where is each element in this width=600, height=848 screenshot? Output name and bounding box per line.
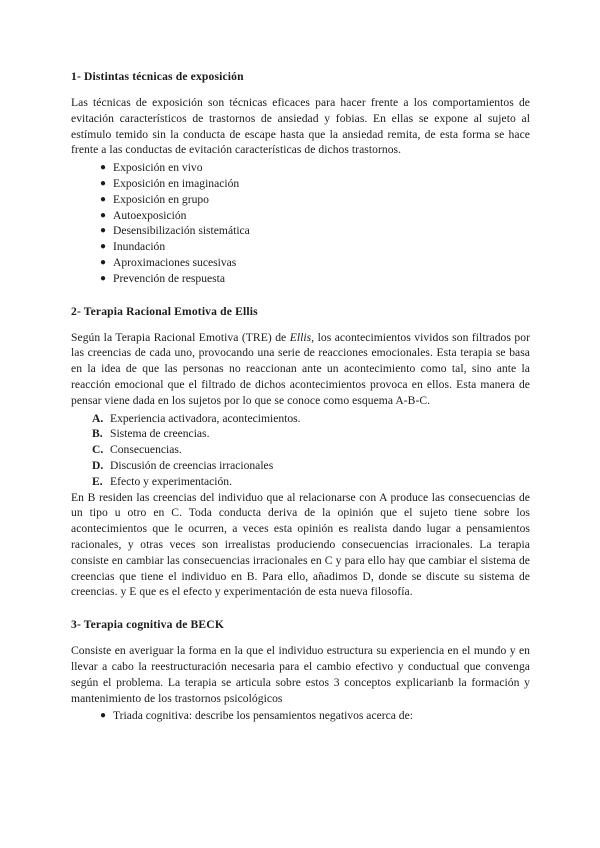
- bullet-icon: ●: [100, 209, 107, 221]
- list-item: [71, 223, 530, 239]
- section-2-paragraph-emphasis: Ellis: [289, 330, 312, 344]
- list-item: [71, 474, 530, 490]
- list-item-label: Prevención de respuesta: [113, 271, 226, 285]
- bullet-icon: ●: [100, 177, 107, 189]
- section-2-heading: 2- Terapia Racional Emotiva de Ellis: [71, 304, 258, 318]
- list-item-label: Exposición en grupo: [113, 192, 209, 206]
- list-item-label: Sistema de creencias.: [110, 427, 210, 441]
- section-3-bullet-list: [71, 708, 530, 724]
- list-item: [71, 192, 530, 208]
- bullet-icon: ●: [100, 272, 107, 284]
- bullet-icon: ●: [100, 256, 107, 268]
- section-2-closing-paragraph: En B residen las creencias del individuo que al relacionarse con A produce las consecuencias de un tipo u otro en C. Toda conducta deriva de la opinión que el sujeto tiene sobre los acontecimientos que le ocurren, a veces esta opinión es realista dando lugar a pensamientos racionales, y otras veces son irrealistas produciendo consecuencias irracionales. La terapia consiste en cambiar las consecuencias irracionales en C y para ello hay que cambiar el sistema de creencias que tiene el individuo en B. Para ello, añadimos D, donde se discute su sistema de creencias. y E que es el efecto y experimentación de esta nueva filosofía.: [71, 490, 530, 599]
- section-2-alpha-list: [71, 411, 530, 490]
- list-item-label: Consecuencias.: [110, 443, 182, 457]
- list-item-label: Experiencia activadora, acontecimientos.: [110, 411, 301, 425]
- list-item-marker: D.: [92, 458, 104, 472]
- section-3-paragraph: Consiste en averiguar la forma en la que el individuo estructura su experiencia en el mundo y en llevar a cabo la reestructuración necesaria para el cambio efectivo y conductual que convenga según el problema. La terapia se articula sobre estos 3 conceptos explicarianb la formación y mantenimiento de los trastornos psicológicos: [71, 644, 530, 705]
- bullet-icon: ●: [100, 162, 107, 174]
- section-1-heading: 1- Distintas técnicas de exposición: [71, 70, 244, 83]
- list-item: [71, 239, 530, 255]
- section-3-heading: 3- Terapia cognitiva de BECK: [71, 618, 224, 632]
- list-item: [71, 708, 530, 724]
- list-item-label: Aproximaciones sucesivas: [113, 255, 237, 269]
- list-item-label: Autoexposición: [113, 208, 187, 222]
- list-item-label: Triada cognitiva: describe los pensamientos negativos acerca de:: [113, 709, 413, 723]
- list-item-marker: A.: [92, 411, 104, 425]
- list-item-label: Discusión de creencias irracionales: [110, 458, 274, 472]
- list-item: [71, 411, 530, 427]
- section-1-paragraph: Las técnicas de exposición son técnicas eficaces para hacer frente a los comportamientos de evitación característicos de trastornos de ansiedad y fobias. En ellas se expone al sujeto al estímulo temido sin la conducta de escape hasta que la ansiedad remita, de esta forma se hace frente a las conductas de evitación características de dichos trastornos.: [71, 96, 530, 157]
- list-item-marker: B.: [92, 427, 103, 441]
- list-item: [71, 458, 530, 474]
- list-item: [71, 208, 530, 224]
- bullet-icon: ●: [100, 710, 107, 722]
- list-item-label: Exposición en imaginación: [113, 176, 240, 190]
- section-1-bullet-list: [71, 160, 530, 286]
- list-item: [71, 176, 530, 192]
- document-content: [71, 70, 530, 724]
- list-item-label: Efecto y experimentación.: [110, 474, 233, 488]
- list-item: [71, 426, 530, 442]
- bullet-icon: ●: [100, 193, 107, 205]
- list-item: [71, 255, 530, 271]
- bullet-icon: ●: [100, 241, 107, 253]
- list-item: [71, 271, 530, 287]
- list-item-marker: C.: [92, 443, 104, 457]
- list-item-label: Exposición en vivo: [113, 161, 203, 175]
- section-2-paragraph-part-2: , los acontecimientos vividos son filtrados por las creencias de cada uno, provocando una serie de reacciones emocionales. Esta terapia se basa en la idea de que las personas no reaccionan ante un acontecimiento como tal, sino ante la reacción emocional que el filtrado de dichos acontecimientos provoca en ellos. Esta manera de pensar viene dada en los sujetos por lo que se conoce como esquema A-B-C.: [71, 330, 531, 407]
- list-item: [71, 442, 530, 458]
- list-item: [71, 160, 530, 176]
- list-item-label: Desensibilización sistemática: [113, 224, 250, 238]
- list-item-label: Inundación: [113, 240, 166, 254]
- section-2-paragraph-part-1: Según la Terapia Racional Emotiva (TRE) de: [71, 330, 290, 344]
- bullet-icon: ●: [100, 225, 107, 237]
- list-item-marker: E.: [92, 474, 103, 488]
- section-2-paragraph: [71, 330, 530, 409]
